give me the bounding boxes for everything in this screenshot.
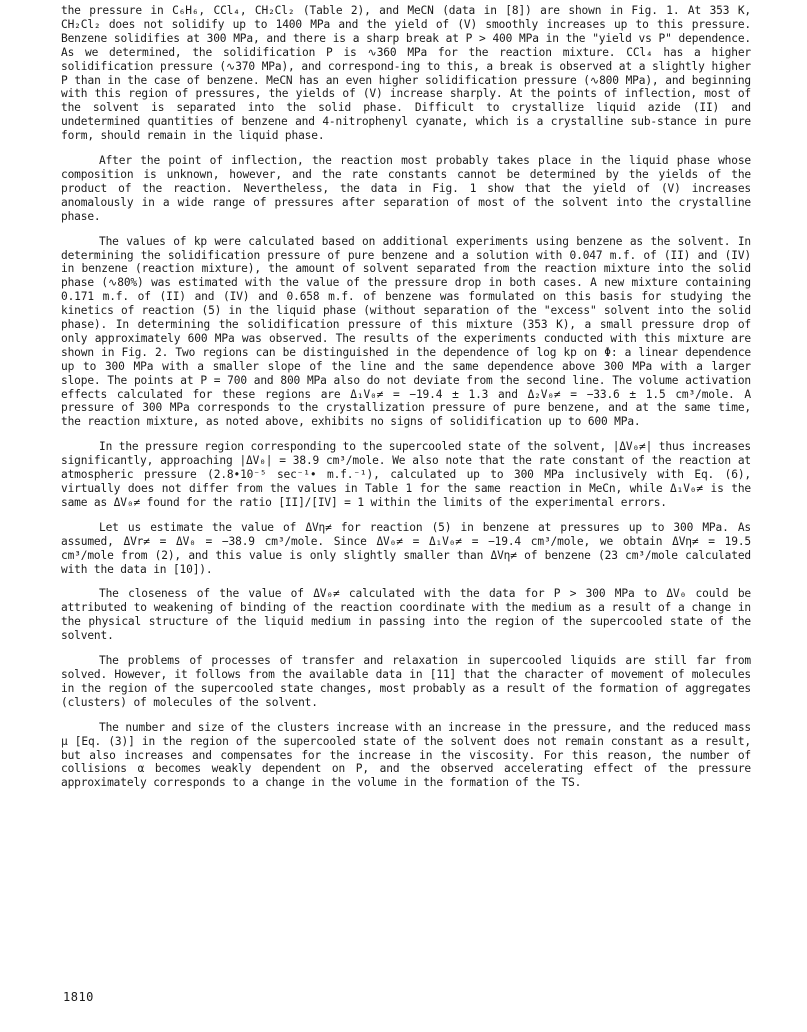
page-number: 1810: [63, 990, 94, 1004]
paragraph-closeness-delta-v: The closeness of the value of ΔV₀≠ calculated with the data for P > 300 MPa to ΔV₀ could be attributed to weakening of binding of the reaction coordinate with the medium as a result of a change in the physical structure of the liquid medium in passing into the region of the supercooled state of the solvent.: [61, 587, 751, 643]
paragraph-estimate-delta-v: Let us estimate the value of ΔVη≠ for reaction (5) in benzene at pressures up to 300 MPa. As assumed, ΔVr≠ = ΔV₀ = −38.9 cm³/mole. Since ΔV₀≠ = Δ₁V₀≠ = −19.4 cm³/mole, we obtain ΔVη≠ = 19.5 cm³/mole from (2), and this value is only slightly smaller than ΔVη≠ of benzene (23 cm³/mole calculated with the data in [10]).: [61, 520, 751, 576]
paragraph-kp-calculation: The values of kp were calculated based on additional experiments using benzene as the solvent. In determining the solidification pressure of pure benzene and a solution with 0.047 m.f. of (II) and (IV) in benzene (reaction mixture), the amount of solvent separated from the reaction mixture into the solid phase (∿80%) was estimated with the value of the pressure drop in both cases. A new mixture containing 0.171 m.f. of (II) and (IV) and 0.658 m.f. of benzene was formulated on this basis for studying the kinetics of reaction (5) in the liquid phase (without separation of the "excess" solvent into the solid phase). In determining the solidification pressure of this mixture (353 K), a small pressure drop of only approximately 600 MPa was observed. The results of the experiments conducted with this mixture are shown in Fig. 2. Two regions can be distinguished in the dependence of log kp on Φ: a linear dependence up to 300 MPa with a smaller slope of the line and the same dependence above 300 MPa with a larger slope. The points at P = 700 and 800 MPa also do not deviate from the second line. The volume activation effects calculated for these regions are Δ₁V₀≠ = −19.4 ± 1.3 and Δ₂V₀≠ = −33.6 ± 1.5 cm³/mole. A pressure of 300 MPa corresponds to the crystallization pressure of pure benzene, and at the same time, the reaction mixture, as noted above, exhibits no signs of solidification up to 600 MPa.: [61, 234, 751, 429]
paragraph-inflection-point: After the point of inflection, the reaction most probably takes place in the liquid phase whose composition is unknown, however, and the rate constants cannot be determined by the yields of the product of the reaction. Nevertheless, the data in Fig. 1 show that the yield of (V) increases anomalously in a wide range of pressures after separation of most of the solvent into the crystalline phase.: [61, 154, 751, 223]
paragraph-supercooled-region: In the pressure region corresponding to the supercooled state of the solvent, |ΔV₀≠| thus increases significantly, approaching |ΔV₀| = 38.9 cm³/mole. We also note that the rate constant of the reaction at atmospheric pressure (2.8•10⁻⁵ sec⁻¹• m.f.⁻¹), calculated up to 300 MPa inclusively with Eq. (6), virtually does not differ from the values in Table 1 for the same reaction in MeCn, while Δ₁V₀≠ is the same as ΔV₀≠ found for the ratio [II]/[IV] = 1 within the limits of the experimental errors.: [61, 440, 751, 509]
paragraph-solidification-pressures: the pressure in C₆H₆, CCl₄, CH₂Cl₂ (Table 2), and MeCN (data in [8]) are shown in Fig. 1. At 353 K, CH₂Cl₂ does not solidify up to 1400 MPa and the yield of (V) smoothly increases up to this pressure. Benzene solidifies at 300 MPa, and there is a sharp break at P > 400 MPa in the "yield vs P" dependence. As we determined, the solidification P is ∿360 MPa for the reaction mixture. CCl₄ has a higher solidification pressure (∿370 MPa), and correspond-ing to this, a break is observed at a slightly higher P than in the case of benzene. MeCN has an even higher solidification pressure (∿800 MPa), and beginning with this region of pressures, the yields of (V) increase sharply. At the points of inflection, most of the solvent is separated into the solid phase. Difficult to crystallize liquid azide (II) and undetermined quantities of benzene and 4-nitrophenyl cyanate, which is a crystalline sub-stance in pure form, should remain in the liquid phase.: [61, 4, 751, 143]
paragraph-clusters: The number and size of the clusters increase with an increase in the pressure, and the reduced mass μ [Eq. (3)] in the region of the supercooled state of the solvent does not remain constant as a result, but also increases and compensates for the increase in the viscosity. For this reason, the number of collisions α becomes weakly dependent on P, and the observed accelerating effect of the pressure approximately corresponds to a change in the volume in the formation of the TS.: [61, 720, 751, 790]
paragraph-transfer-relaxation: The problems of processes of transfer and relaxation in supercooled liquids are still far from solved. However, it follows from the available data in [11] that the character of movement of molecules in the region of the supercooled state changes, most probably as a result of the formation of aggregates (clusters) of molecules of the solvent.: [61, 654, 751, 709]
page-body: [61, 4, 751, 801]
